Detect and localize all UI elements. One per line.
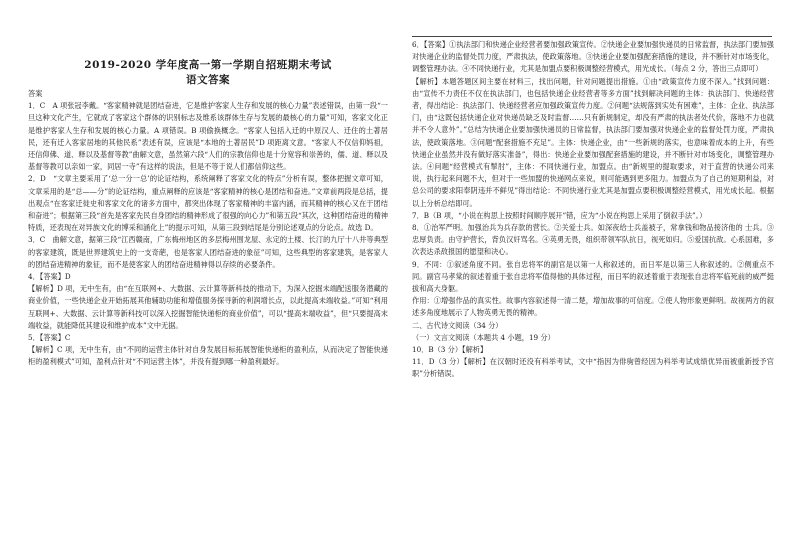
section-subheading: （一）文言文阅读（本题共 4 小题，19 分） [412, 332, 555, 342]
answer-paragraph: 1．C A 项张冠李戴。“客家精神就是团结奋进，它是维护客家人生存和发展的核心力量”表述错误，由第一段“一旦这种文化产生，它就成了客家这个群体的识别标志及维系该群体生存与发展的最核心的力量”可知，客家文化正是维护客家人生存和发展的核心力量。A 项错误。B 项偷换概念。“客家人包括入迁的中原汉人、迁住的土著居民，还有迁入客家居地的其他民系”表述有误，应该是“本地的土著居民”D 项距离文意。“客家人不仅信仰妈祖，还信仰佛、道、释以及基督等教”曲解文意，虽然第六段“人们的宗教信仰也是十分宽容和崇善的，儒、道、释以及基督等教可以亲如一家，同居一寺”有这样的说法，但是不等于说人们都信仰这些。 [28, 101, 388, 172]
answer-paragraph: 5．【答案】C [28, 333, 71, 343]
answer-paragraph: 4．【答案】D [28, 272, 71, 282]
top-rule [412, 36, 772, 37]
answer-paragraph: 【解析】D 项，无中生有，由“在互联网+、大数据、云计算等新科技的推动下，为深入挖掘未端配送服务潜藏的商业价值，一些快递企业开始拓展其他辅助功能和增值服务探寻新的利润增长点，以此提高未端收益。”可知“利用互联网+、大数据、云计算等新科技可以深入挖掘智能快递柜的商业价值”，可以“提高末端收益”，但“只要提高末端收益，就能降低其建设和维护成本”文中无据。 [28, 284, 388, 330]
answer-paragraph: 7．B（B 项，“小说在构思上按照时间顺序展开”错，应为“小说在构思上采用了倒叙手法”。） [412, 210, 707, 220]
left-column [28, 58, 388, 369]
section-heading: 二、古代诗文阅读（34 分） [412, 320, 503, 330]
exam-title: 2019-2020 学年度高一第一学期自招班期末考试 [84, 59, 332, 71]
answer-label: 答案 [28, 89, 43, 98]
answer-paragraph: 3．C 曲解文意，据第三段“江西赣南，广东梅州地区的多层梅州围龙屋、永定的土楼、长汀的九厅十八井等典型的客家建筑，既是世界建筑史上的一支奇葩，也是客家人团结奋进的象征”可知，这些典型的客家建筑，是客家人的团结奋进精神的象征，而不是使客家人的团结奋进精神得以存续的必要条件。 [28, 235, 388, 269]
answer-paragraph: 【解析】本题答题区间主要在材料三，找出问题，针对问题提出措施。①由“政策宣传力度不深入。”找到问题：由“宣传不力责任不仅在执法部门，也包括快递企业经营者等多方面”找到解决问题的主体：执法部门、快递经营者，得出结论：执法部门、快递经营者应加强政策宣传力度。②问题“法规落到实处有困难”，主体：企业、执法部门，由“这既包括快递企业对快递员缺乏及时监督……只有新规制定，却没有严肃的执法者处代价，落地不力也就并不令人意外”。”总结为快递企业要加强快递员的日常监督，执法部门要加强对快递企业的监督处罚力度，严肃执法，使政策落地。③问题“配套措施不充足”。主体：快递企业，由“一些新规的落实，也意味着成本的上升，有些快递企业虽然并没有做好落实准备”，得出：快递企业要加强配套措施的建设，并不断针对市场变化，调整管理办法。④问题“经营模式有掣肘”，主体：不同快递行业，加盟点。由“新规里的提取要求，对于直营的快递公司来说，执行起来问题不大，但对于一些加盟的快递网点来说，则可能遇到更多阻力。加盟点为了自己的短期利益，对总公司的要求阳奉阴违并不鲜见”得出结论：不同快递行业尤其是加盟点要积极调整经营模式，用光成长起。根据以上分析总结即可。 [412, 76, 774, 208]
answer-paragraph: 11．D（3 分）【解析】在汉朝时还没有科举考试，文中“指因为俳驹曾经因为科举考试成绩优异而被重新授予官职”分析错误。 [412, 357, 774, 379]
answer-paragraph: 2．D “文章主要采用了‘总一分一总’的论证结构，系统阐释了客家文化的特点”分析有误，整体把握文章可知，文章采用的是“总——分”的论证结构，重点阐释的应该是“客家精神的核心是团结和奋进。”文章前两段是总括，提出观点“在客家迁徙史和客家文化的诸多方面中，都突出体现了客家精神的丰富内涵，而其精神的核心又在于团结和奋进”；根据第三段“首先是客家先民自身团结的精神形成了很强的向心力”和第五段“其次，这种团结奋进的精神特质，还表现在对异族文化的博采和涵化上”的提示可知，从第三段到结尾是分别论述观点的分论点。故选 D。 [28, 174, 388, 233]
answer-paragraph: 6．【答案】①执法部门和快递企业经营者要加强政策宣传。②快递企业要加强快递员的日常监督，执法部门要加强对快递企业的监督处罚力度，严肃执法，使政策落地。③快递企业要加强配套措施的建设，并不断针对市场变化，调整管理办法。④不同快递行业，尤其是加盟点要积极调整经营模式，用光成长。（每点 2 分，答出三点即可） [412, 40, 774, 74]
answer-paragraph: 8．①治军严明。加强治兵为兵存款的营长。②关爱士兵。如深夜给士兵盖被子，常拿钱和物品接济他的 士兵。③忠厚负责。由守护营长，背负汉奸骂名。④英勇无畏，组织带领军队抗日，视死如归。⑤爱国抗敌。心系国难，多次表达杀敌报国的愿望和决心。 [412, 223, 774, 257]
answer-paragraph: 9．不同：①叙述角度不同。张自忠将军的副官是以第一人称叙述的，而日军是以第三人称叙述的。②侧重点不同。副官马孝棠的叙述着重于张自忠将军值得他的具体过程，而日军的叙述着重于表现张自忠将军临死前的威严挺拔和高大身躯。 [412, 259, 774, 294]
answer-paragraph: 【解析】C 项，无中生有，由“不同的运营主体针对自身发展目标拓展智能快递柜的盈利点，从而决定了智能快递柜的盈利模式”可知，盈利点针对“不同运营主体”，并没有提到哪一种盈利最好。 [28, 345, 388, 367]
answer-paragraph: 作用：①增强作品的真实性。故事内容叙述得一清二楚，增加故事的可信度。②使人物形象更鲜明。故视两方的叙述多角度地展示了人物英勇无畏的精神。 [412, 296, 774, 318]
exam-subtitle: 语文答案 [186, 74, 230, 86]
right-column [412, 39, 774, 381]
answer-paragraph: 10．B（3 分）【解析】 [412, 345, 488, 355]
